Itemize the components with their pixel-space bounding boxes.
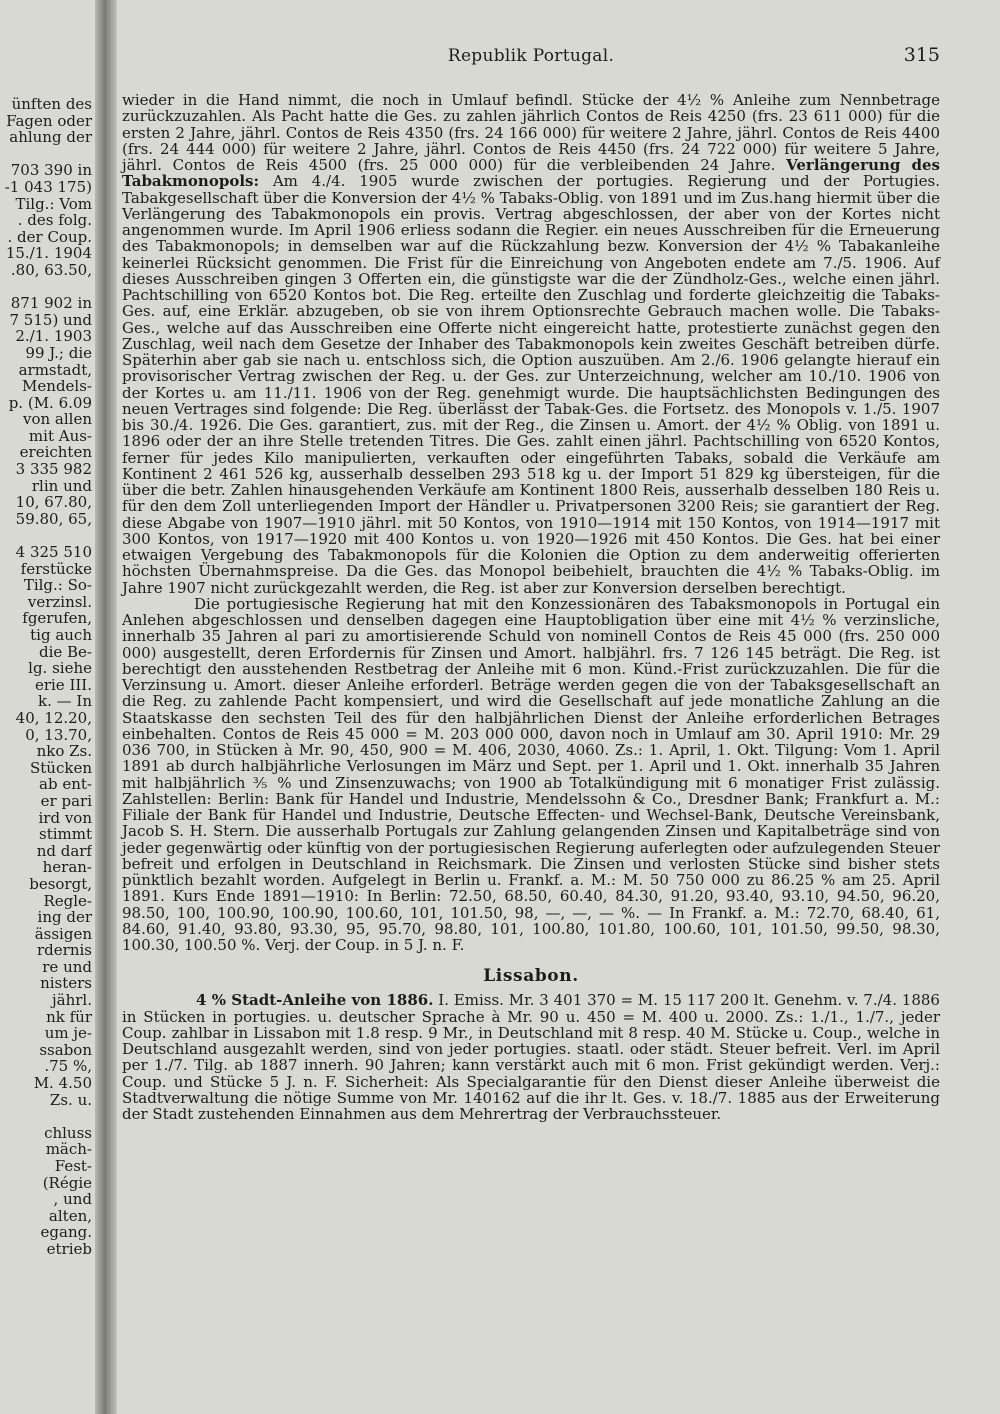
facing-page-line: 10, 67.80, <box>15 493 92 512</box>
facing-page-line: die Be- <box>38 642 92 661</box>
facing-page-line: etrieb <box>46 1239 92 1258</box>
facing-page-line: 3 335 982 <box>15 460 92 479</box>
section-heading-lissabon: Lissabon. <box>483 966 579 987</box>
facing-page-line <box>0 527 92 544</box>
facing-page-line: ssabon <box>39 1040 92 1059</box>
facing-page-line: 15./1. 1904 <box>5 244 92 263</box>
facing-page-line: . des folg. <box>17 211 92 230</box>
bold-term-stadt-anleihe: 4 % Stadt-Anleihe von 1886. <box>196 991 434 1010</box>
facing-page-line: 7 515) und <box>9 310 92 329</box>
paragraph-text: Am 4./4. 1905 wurde zwischen der portugies. Regierung und der Portugies. Tabakgesellschaft über die Konversion der 4½ % Tabaks-Oblig. von 1891 und im Zus.hang hiermit über die Verlängerung des Tabakmonopols ein provis. Vertrag abgeschlossen, der aber von der Kortes nicht angenommen wurde. Im April 1906 erliess sodann die Regier. ein neues Ausschreiben für die Erneuerung des Tabakmonopols; in demselben war auf die Rückzahlung bezw. Konversion der 4½ % Tabakanleihe keinerlei Rücksicht genommen. Die Frist für die Einreichung von Angeboten endete am 7./5. 1906. Auf dieses Ausschreiben gingen 3 Offerten ein, die günstigste war die der Zündholz-Ges., welche einen jährl. Pachtschilling von 6520 Kontos bot. Die Reg. erteilte den Zuschlag und forderte gleichzeitig die Tabaks-Ges. auf, eine Erklär. abzugeben, ob sie von ihrem Optionsrechte Gebrauch machen wolle. Die Tabaks-Ges., welche auf das Ausschreiben eine Offerte nicht eingereicht hatte, protestierte zunächst gegen den Zuschlag, weil nach dem Gesetze der Inhaber des Tabakmonopols kein zweites Geschäft betreiben dürfe. Späterhin aber gab sie nach u. entschloss sich, die Option auszuüben. Am 2./6. 1906 gelangte hierauf ein provisorischer Vertrag zwischen der Reg. u. der Ges. zur Unterzeichnung, welcher am 10./10. 1906 von der Kortes u. am 11./11. 1906 von der Reg. genehmigt wurde. Die hauptsächlichsten Bedingungen des neuen Vertrages sind folgende: Die Reg. überlässt der Tabak-Ges. die Fortsetz. des Monopols v. 1./5. 1907 bis 30./4. 1926. Die Ges. garantiert, zus. mit der Reg., die Zinsen u. Amort. der 4½ % Oblig. von 1891 u. 1896 oder der an ihre Stelle tretenden Titres. Die Ges. zahlt einen jährl. Pachtschilling von 6520 Kontos, ferner für jedes Kilo manipulierten, verkauften oder eingeführten Tabaks, sobald die Verkäufe am Kontinent 2 461 526 kg, ausserhalb desselben 293 518 kg u. der Import 51 829 kg übersteigen, für die über die betr. Zahlen hinausgehenden Verkäufe am Kontinent 1800 Reis, ausserhalb desselben 180 Reis u. für den dem Zoll unterliegenden Import der Händler u. Privatpersonen 3200 Reis; sie garantiert der Reg. diese Abgabe von 1907—1910 jährl. mit 50 Kontos, von 1910—1914 mit 150 Kontos, von 1914—1917 mit 300 Kontos, von 1917—1920 mit 400 Kontos u. von 1920—1926 mit 450 Kontos. Die Ges. hat bei einer etwaigen Vergebung des Tabakmonopols für die Kolonien die Option zu dem anderweitig offerierten höchsten Übernahmspreise. Da die Ges. das Monopol beibehielt, brauchten die 4½ % Tabaks-Oblig. im Jahre 1907 nicht zurückgezahlt werden, die Reg. ist aber zur Konversion derselben berechtigt. <box>122 172 940 597</box>
facing-page-line: ässigen <box>34 924 92 943</box>
facing-page-line: 40, 12.20, <box>15 708 92 727</box>
facing-page-line: -1 043 175) <box>4 177 92 196</box>
facing-page-line: Tilg.: Vom <box>15 194 92 213</box>
facing-page-line: alten, <box>48 1206 92 1225</box>
facing-page-line: jährl. <box>52 991 92 1010</box>
facing-page-line: 2./1. 1903 <box>15 327 92 346</box>
facing-page-line: chluss <box>44 1123 92 1142</box>
page <box>122 40 940 1122</box>
facing-page-line: heran- <box>42 858 92 877</box>
facing-page-line: erie III. <box>34 675 92 694</box>
running-title: Republik Portugal. <box>447 46 615 66</box>
facing-page-line: nko Zs. <box>36 742 92 761</box>
facing-page-line <box>0 279 92 296</box>
facing-page-line: re und <box>42 957 92 976</box>
facing-page-line: ing der <box>37 908 92 927</box>
facing-page-line: 0, 13.70, <box>25 725 92 744</box>
facing-page-line: von allen <box>22 410 92 429</box>
facing-page-line: rdernis <box>37 941 92 960</box>
facing-page-line: egang. <box>40 1223 92 1242</box>
facing-page-line: Mendels- <box>22 377 92 396</box>
facing-page-line: 59.80, 65, <box>15 509 92 528</box>
facing-page-line: Fagen oder <box>6 111 92 130</box>
facing-page-line: verzinsl. <box>27 592 92 611</box>
facing-page-line: 871 902 in <box>10 294 92 313</box>
paragraph-text: I. Emiss. Mr. 3 401 370 = M. 15 117 200 lt. Genehm. v. 7./4. 1886 in Stücken in portugies. u. deutscher Sprache à Mr. 90 u. 450 = M. 400 u. 2000. Zs.: 1./1., 1./7., jeder Coup. zahlbar in Lissabon mit 1.8 resp. 9 Mr., in Deutschland mit 8 resp. 40 M. Stücke u. Coup., welche in Deutschland ausgezahlt werden, sind von jeder portugies. staatl. oder städt. Steuer befreit. Verl. im April per 1./7. Tilg. ab 1887 innerh. 90 Jahren; kann verstärkt auch mit 6 mon. Frist gekündigt werden. Verj.: Coup. und Stücke 5 J. n. F. Sicherheit: Als Specialgarantie für den Dienst dieser Anleihe überweist die Stadtverwaltung die nötige Summe von Mr. 140162 auf die ihr lt. Ges. v. 18./7. 1885 aus der Erweiterung der Stadt zustehenden Einnahmen aus dem Mehrertrag der Verbrauchssteuer. <box>122 991 940 1123</box>
facing-page-line: ird von <box>38 808 92 827</box>
facing-page-line: 703 390 in <box>10 161 92 180</box>
facing-page-line: nd darf <box>36 841 92 860</box>
page-header <box>122 40 940 76</box>
facing-page-line: 4 325 510 <box>15 543 92 562</box>
facing-page-line: mäch- <box>45 1140 92 1159</box>
paragraph-anleihe: Die portugiesische Regierung hat mit den Konzessionären des Tabaksmonopols in Portugal ein Anlehen abgeschlossen und denselben dagegen eine Hauptobligation über eine mit 4½ % verzinsliche, innerhalb 35 Jahren al pari zu amortisierende Schuld von nominell Contos de Reis 45 000 (frs. 250 000 000) ausgestellt, deren Erfordernis für Zinsen und Amort. halbjährl. frs. 7 126 145 beträgt. Die Reg. ist berechtigt den ausstehenden Restbetrag der Anleihe mit 6 mon. Künd.-Frist zurückzuzahlen. Die für die Verzinsung u. Amort. dieser Anleihe erforderl. Beträge werden gegen die von der Tabaksgesellschaft an die Reg. zu zahlende Pacht kompensiert, und wird die Gesellschaft auf jede monatliche Zahlung an die Staatskasse den sechsten Teil des für den halbjährlichen Dienst der Anleihe erforderlichen Betrages einbehalten. Contos de Reis 45 000 = M. 203 000 000, davon noch in Umlauf am 30. April 1910: Mr. 29 036 700, in Stücken à Mr. 90, 450, 900 = M. 406, 2030, 4060. Zs.: 1. April, 1. Okt. Tilgung: Vom 1. April 1891 ab durch halbjährliche Verlosungen im März und Sept. per 1. April und 1. Okt. innerhalb 35 Jahren mit halbjährlich ⅗ % und Zinsenzuwachs; von 1900 ab Totalkündigung mit 6 monatiger Frist zulässig. Zahlstellen: Berlin: Bank für Handel und Industrie, Mendelssohn & Co., Dresdner Bank; Frankfurt a. M.: Filiale der Bank für Handel und Industrie, Deutsche Effecten- und Wechsel-Bank, Deutsche Vereinsbank, Jacob S. H. Stern. Die ausserhalb Portugals zur Zahlung gelangenden Zinsen und Kapitalbeträge sind von jeder gegenwärtig oder künftig von der portugiesischen Regierung auferlegten oder aufzulegenden Steuer befreit und erfolgen in Deutschland in Reichsmark. Die Zinsen und verlosten Stücke sind bisher stets pünktlich bezahlt worden. Aufgelegt in Berlin u. Frankf. a. M.: M. 50 750 000 zu 86.25 % am 25. April 1891. Kurs Ende 1891—1910: In Berlin: 72.50, 68.50, 60.40, 84.30, 91.20, 93.40, 93.10, 94.50, 96.20, 98.50, 100, 100.90, 100.90, 100.60, 101, 101.50, 98, —, —, — %. — In Frankf. a. M.: 72.70, 68.40, 61, 84.60, 91.40, 93.80, 93.30, 95, 95.70, 98.80, 101, 100.80, 101.80, 100.60, 101, 101.50, 99.50, 98.30, 100.30, 100.50 %. Verj. der Coup. in 5 J. n. F. <box>122 594 940 954</box>
facing-page-line: ferstücke <box>20 559 92 578</box>
facing-page-line: ereichten <box>19 443 92 462</box>
facing-page-line: stimmt <box>39 825 92 844</box>
facing-page-line: armstadt, <box>18 360 92 379</box>
facing-page-line: Zs. u. <box>49 1090 92 1109</box>
book-gutter <box>95 0 117 1414</box>
facing-page-line: Stücken <box>30 758 92 777</box>
facing-page-line: .80, 63.50, <box>10 260 92 279</box>
facing-page-line: Tilg.: So- <box>23 576 92 595</box>
facing-page-line: besorgt, <box>29 874 92 893</box>
facing-page-line: ahlung der <box>9 128 92 147</box>
facing-page-line: mit Aus- <box>28 426 92 445</box>
facing-page-line: M. 4.50 <box>33 1074 92 1093</box>
facing-page-line: nk für <box>46 1007 92 1026</box>
paragraph-tabakmonopol <box>122 92 940 596</box>
facing-page-line: fgerufen, <box>22 609 92 628</box>
facing-page-line: 99 J.; die <box>25 343 92 362</box>
page-number: 315 <box>903 44 940 66</box>
facing-page-fragment <box>0 96 92 1258</box>
facing-page-line <box>0 1108 92 1125</box>
facing-page-line: ünften des <box>11 96 92 113</box>
facing-page-line: k. — In <box>38 692 92 711</box>
facing-page-line: tig auch <box>30 626 92 644</box>
facing-page-line: , und <box>53 1190 92 1209</box>
facing-page-line <box>0 146 92 163</box>
facing-page-line: . der Coup. <box>7 227 92 246</box>
facing-page-line: nisters <box>40 974 92 993</box>
facing-page-line: p. (M. 6.09 <box>8 393 92 412</box>
facing-page-line: rlin und <box>31 476 92 495</box>
bold-term-verlaengerung: Verlängerung des Tabakmonopols: <box>122 156 940 191</box>
paragraph-text: wieder in die Hand nimmt, die noch in Umlauf befindl. Stücke der 4½ % Anleihe zum Nennbetrage zurückzuzahlen. Als Pacht hatte die Ges. zu zahlen jährlich Contos de Reis 4250 (frs. 23 611 000) für die ersten 2 Jahre, jährl. Contos de Reis 4350 (frs. 24 166 000) für weitere 2 Jahre, jährl. Contos de Reis 4400 (frs. 24 444 000) für weitere 2 Jahre, jährl. Contos de Reis 4450 (frs. 24 722 000) für weitere 5 Jahre, jährl. Contos de Reis 4500 (frs. 25 000 000) für die verbleibenden 24 Jahre. <box>122 91 940 174</box>
facing-page-line: um je- <box>44 1024 92 1043</box>
facing-page-line: Regle- <box>43 891 92 910</box>
facing-page-line: Fest- <box>54 1157 92 1175</box>
paragraph-stadt-anleihe <box>122 992 940 1122</box>
body-text <box>122 92 940 953</box>
facing-page-line: ab ent- <box>39 775 92 794</box>
facing-page-line: .75 %, <box>44 1057 92 1076</box>
facing-page-line: lg. siehe <box>28 659 92 678</box>
facing-page-line: (Régie <box>42 1173 92 1192</box>
facing-page-line: er pari <box>40 791 92 810</box>
